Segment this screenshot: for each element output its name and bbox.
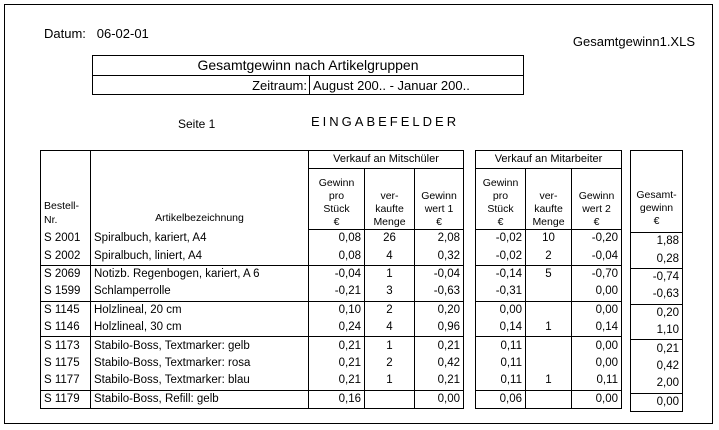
cell-gewinn-2: -0,02: [476, 230, 526, 248]
table-row: [631, 375, 683, 393]
cell-wert-2: 0,00: [572, 355, 622, 372]
group-title-mitarbeiter: Verkauf an Mitarbeiter: [476, 151, 622, 169]
cell-wert: 0,21: [415, 372, 464, 390]
cell-wert: 0,00: [415, 390, 464, 408]
cell-menge: 26: [365, 230, 415, 248]
header-line: €: [333, 216, 340, 228]
header-line: Gewinn: [482, 177, 519, 189]
cell-gesamt: 0,00: [631, 393, 683, 411]
cell-gewinn: 0,24: [309, 319, 365, 337]
cell-gesamt: -0,74: [631, 268, 683, 286]
table-row: [631, 340, 683, 358]
cell-nr: S 2001: [41, 230, 91, 248]
header-line: ver-: [380, 190, 399, 202]
header-line: €: [497, 216, 504, 228]
cell-menge-2: [526, 283, 572, 301]
cell-wert-2: -0,20: [572, 230, 622, 248]
cell-menge: 1: [365, 372, 415, 390]
cell-wert: 0,32: [415, 247, 464, 265]
cell-gewinn: 0,08: [309, 230, 365, 248]
column-header-row: [476, 169, 622, 230]
cell-nr: S 1179: [41, 390, 91, 408]
cell-gewinn: 0,08: [309, 247, 365, 265]
col-header-wert: [415, 169, 464, 230]
header-line: kaufte: [534, 203, 563, 215]
cell-gesamt: 0,42: [631, 358, 683, 375]
group-header-row: [476, 151, 622, 169]
cell-name: Notizb. Regenbogen, kariert, A 6: [91, 265, 309, 283]
table-row: [41, 265, 464, 283]
header-line: €: [653, 215, 660, 227]
cell-menge-2: [526, 301, 572, 319]
cell-wert-2: 0,00: [572, 390, 622, 408]
col-header-gewinn-2: [476, 169, 526, 230]
cell-menge: 3: [365, 283, 415, 301]
cell-menge-2: [526, 390, 572, 408]
cell-name: Holzlineal, 20 cm: [91, 301, 309, 319]
table-row: [41, 230, 464, 248]
cell-menge-2: 1: [526, 372, 572, 390]
group-header-row: [631, 151, 683, 169]
cell-nr: S 1145: [41, 301, 91, 319]
header-line: ver-: [539, 190, 558, 202]
table-row: [41, 355, 464, 372]
cell-gewinn-2: -0,14: [476, 265, 526, 283]
table-row: [476, 283, 622, 301]
date-label: Datum:: [44, 26, 86, 41]
table-row: [41, 247, 464, 265]
cell-gesamt: 0,21: [631, 340, 683, 358]
column-header-row: [631, 168, 683, 233]
cell-wert: 0,20: [415, 301, 464, 319]
cell-gewinn-2: 0,11: [476, 337, 526, 355]
cell-wert: 0,21: [415, 337, 464, 355]
table-row: [476, 265, 622, 283]
cell-gewinn: 0,21: [309, 337, 365, 355]
header-line: Menge: [373, 216, 406, 228]
header-line: wert 1: [424, 203, 454, 215]
period-row: [252, 76, 523, 95]
cell-gewinn-2: 0,14: [476, 319, 526, 337]
cell-gewinn-2: 0,00: [476, 301, 526, 319]
col-header-nr: [41, 151, 91, 230]
cell-menge-2: [526, 337, 572, 355]
header-line: Bestell-: [44, 199, 80, 212]
cell-wert-2: 0,11: [572, 372, 622, 390]
cell-wert: 0,96: [415, 319, 464, 337]
col-header-menge-2: [526, 169, 572, 230]
cell-nr: S 2069: [41, 265, 91, 283]
cell-nr: S 1146: [41, 319, 91, 337]
header-line: Gewinn: [578, 190, 615, 202]
cell-gewinn: 0,10: [309, 301, 365, 319]
cell-name: Stabilo-Boss, Textmarker: blau: [91, 372, 309, 390]
title-box: [92, 55, 524, 95]
cell-wert: -0,63: [415, 283, 464, 301]
cell-wert-2: 0,00: [572, 337, 622, 355]
table-row: [631, 304, 683, 322]
cell-gewinn-2: -0,02: [476, 247, 526, 265]
group-title-mitschueler: Verkauf an Mitschüler: [309, 151, 464, 169]
header-line: Gewinn: [318, 177, 355, 189]
table-row: [631, 393, 683, 411]
empty-group-cell: [631, 151, 683, 169]
table-row: [41, 372, 464, 390]
cell-menge-2: 10: [526, 230, 572, 248]
cell-wert-2: 0,00: [572, 283, 622, 301]
group-header-row: [41, 151, 464, 169]
table-articles-mitschueler: [40, 150, 464, 409]
table-row: [41, 283, 464, 301]
cell-name: Spiralbuch, liniert, A4: [91, 247, 309, 265]
cell-gewinn-2: -0,31: [476, 283, 526, 301]
cell-gewinn: 0,21: [309, 355, 365, 372]
table-row: [41, 337, 464, 355]
cell-menge-2: [526, 355, 572, 372]
table-row: [631, 250, 683, 268]
cell-name: Spiralbuch, kariert, A4: [91, 230, 309, 248]
table-row: [476, 230, 622, 248]
cell-gesamt: 0,20: [631, 304, 683, 322]
table-row: [476, 337, 622, 355]
period-value: August 200.. - Januar 200..: [309, 76, 523, 95]
cell-gewinn-2: 0,11: [476, 355, 526, 372]
table-gesamtgewinn: [630, 150, 683, 412]
table-mitarbeiter: [475, 150, 622, 409]
period-label: Zeitraum:: [252, 78, 307, 93]
header-line: wert 2: [582, 203, 611, 215]
table-row: [476, 301, 622, 319]
table-row: [631, 322, 683, 340]
cell-gesamt: 2,00: [631, 375, 683, 393]
cell-name: Schlamperrolle: [91, 283, 309, 301]
cell-nr: S 1173: [41, 337, 91, 355]
cell-menge: 2: [365, 355, 415, 372]
cell-name: Stabilo-Boss, Refill: gelb: [91, 390, 309, 408]
table-row: [476, 247, 622, 265]
table-row: [631, 358, 683, 375]
cell-gesamt: 1,88: [631, 233, 683, 251]
col-header-name: Artikelbezeichnung: [91, 151, 309, 230]
table-row: [41, 301, 464, 319]
header-line: Stück: [323, 203, 350, 215]
table-row: [476, 355, 622, 372]
cell-wert: 2,08: [415, 230, 464, 248]
header-line: Gesamt-: [636, 189, 677, 201]
header-line: Nr.: [44, 213, 58, 226]
input-fields-heading: EINGABEFELDER: [311, 114, 460, 129]
table-row: [631, 233, 683, 251]
header-line: pro: [492, 190, 509, 202]
cell-nr: S 2002: [41, 247, 91, 265]
cell-gewinn: 0,16: [309, 390, 365, 408]
cell-name: Stabilo-Boss, Textmarker: rosa: [91, 355, 309, 372]
cell-wert: 0,42: [415, 355, 464, 372]
cell-nr: S 1599: [41, 283, 91, 301]
header-line: €: [436, 216, 442, 228]
table-row: [476, 372, 622, 390]
cell-gewinn-2: 0,06: [476, 390, 526, 408]
header-line: gewinn: [639, 202, 674, 214]
file-name: Gesamtgewinn1.XLS: [572, 34, 695, 49]
col-header-menge: [365, 169, 415, 230]
report-title: Gesamtgewinn nach Artikelgruppen: [93, 56, 523, 76]
cell-name: Stabilo-Boss, Textmarker: gelb: [91, 337, 309, 355]
cell-gesamt: 0,28: [631, 250, 683, 268]
table-row: [476, 390, 622, 408]
cell-gewinn: 0,21: [309, 372, 365, 390]
cell-menge-2: 5: [526, 265, 572, 283]
cell-gewinn-2: 0,11: [476, 372, 526, 390]
cell-wert-2: -0,04: [572, 247, 622, 265]
cell-name: Holzlineal, 30 cm: [91, 319, 309, 337]
cell-menge: 4: [365, 319, 415, 337]
cell-menge-2: 2: [526, 247, 572, 265]
header-line: kaufte: [375, 203, 404, 215]
header-line: Menge: [532, 216, 565, 228]
date-value: 06-02-01: [96, 26, 149, 41]
cell-menge: [365, 390, 415, 408]
cell-nr: S 1177: [41, 372, 91, 390]
col-header-wert-2: [572, 169, 622, 230]
table-row: [41, 319, 464, 337]
cell-menge-2: 1: [526, 319, 572, 337]
cell-gewinn: -0,04: [309, 265, 365, 283]
date-line: [44, 26, 149, 41]
header-line: €: [593, 216, 600, 228]
cell-wert-2: 0,14: [572, 319, 622, 337]
cell-gewinn: -0,21: [309, 283, 365, 301]
cell-gesamt: 1,10: [631, 322, 683, 340]
table-row: [631, 268, 683, 286]
col-header-gesamt: [631, 168, 683, 233]
header-line: Stück: [487, 203, 514, 215]
cell-nr: S 1175: [41, 355, 91, 372]
header-line: Gewinn: [421, 190, 457, 202]
cell-wert: -0,04: [415, 265, 464, 283]
cell-menge: 1: [365, 337, 415, 355]
cell-wert-2: -0,70: [572, 265, 622, 283]
cell-gesamt: -0,63: [631, 286, 683, 304]
cell-menge: 1: [365, 265, 415, 283]
col-header-gewinn: [309, 169, 365, 230]
cell-wert-2: 0,00: [572, 301, 622, 319]
cell-menge: 2: [365, 301, 415, 319]
page-number: Seite 1: [178, 117, 216, 131]
table-row: [631, 286, 683, 304]
table-row: [476, 319, 622, 337]
header-line: pro: [328, 190, 345, 202]
table-row: [41, 390, 464, 408]
cell-menge: 4: [365, 247, 415, 265]
